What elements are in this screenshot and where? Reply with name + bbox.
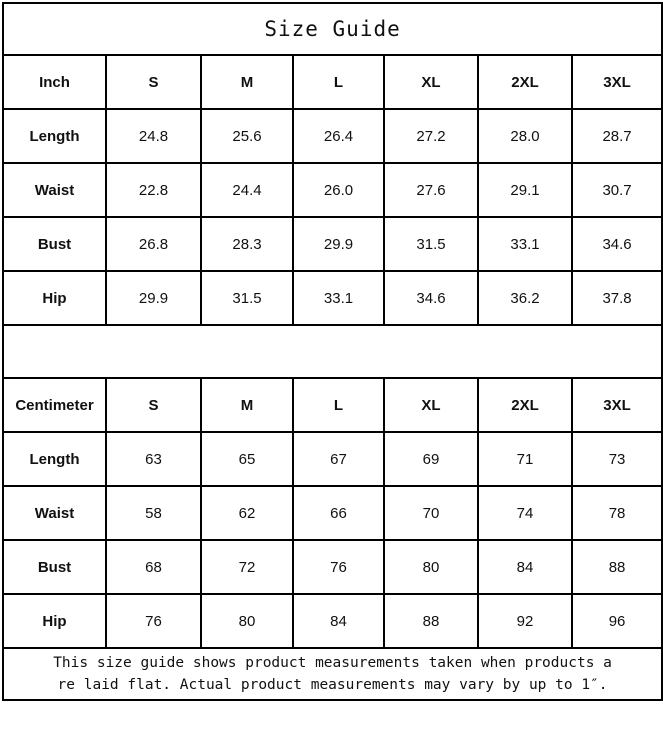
size-col-header-xl: XL [384,378,478,432]
measure-value: 30.7 [572,163,662,217]
measure-value: 71 [478,432,572,486]
measure-value: 33.1 [293,271,384,325]
measure-value: 76 [106,594,201,648]
table-row [3,594,662,648]
measure-value: 80 [384,540,478,594]
measure-value: 22.8 [106,163,201,217]
title-row [3,3,662,55]
measure-value: 36.2 [478,271,572,325]
size-col-header-m: M [201,55,293,109]
measure-value: 66 [293,486,384,540]
measure-label-hip-inch: Hip [3,271,106,325]
measure-value: 58 [106,486,201,540]
size-col-header-xl: XL [384,55,478,109]
size-col-header-l: L [293,55,384,109]
measure-label-length-inch: Length [3,109,106,163]
measure-value: 28.7 [572,109,662,163]
measure-value: 96 [572,594,662,648]
measure-label-bust-cm: Bust [3,540,106,594]
measure-value: 72 [201,540,293,594]
measure-value: 34.6 [572,217,662,271]
measure-value: 29.1 [478,163,572,217]
table-row [3,109,662,163]
table-row [3,163,662,217]
size-col-header-3xl: 3XL [572,378,662,432]
measure-value: 67 [293,432,384,486]
footer-row [3,648,662,700]
measure-value: 69 [384,432,478,486]
measure-value: 33.1 [478,217,572,271]
inch-unit-header: Inch [3,55,106,109]
measure-value: 78 [572,486,662,540]
table-row [3,432,662,486]
size-col-header-m: M [201,378,293,432]
measure-value: 24.4 [201,163,293,217]
measure-label-waist-cm: Waist [3,486,106,540]
size-col-header-2xl: 2XL [478,55,572,109]
measure-value: 92 [478,594,572,648]
table-row [3,540,662,594]
measure-value: 24.8 [106,109,201,163]
measure-value: 27.2 [384,109,478,163]
size-col-header-s: S [106,55,201,109]
table-row [3,217,662,271]
measure-value: 73 [572,432,662,486]
measure-label-waist-inch: Waist [3,163,106,217]
measure-value: 68 [106,540,201,594]
spacer-cell [3,325,662,378]
measure-value: 37.8 [572,271,662,325]
measure-value: 88 [572,540,662,594]
measure-label-hip-cm: Hip [3,594,106,648]
footer-note-line2: re laid flat. Actual product measurements may vary by up to 1″. [57,677,608,693]
page-title: Size Guide [3,3,662,55]
cm-header-row [3,378,662,432]
measure-value: 63 [106,432,201,486]
table-row [3,486,662,540]
measure-value: 26.8 [106,217,201,271]
table-row [3,271,662,325]
measure-value: 31.5 [384,217,478,271]
size-col-header-l: L [293,378,384,432]
measure-value: 80 [201,594,293,648]
measure-label-bust-inch: Bust [3,217,106,271]
cm-unit-header: Centimeter [3,378,106,432]
footer-note-line1: This size guide shows product measurements taken when products a [53,654,612,671]
size-col-header-2xl: 2XL [478,378,572,432]
footer-note [3,648,662,700]
measure-value: 34.6 [384,271,478,325]
measure-value: 27.6 [384,163,478,217]
measure-value: 65 [201,432,293,486]
measure-value: 84 [478,540,572,594]
measure-value: 31.5 [201,271,293,325]
measure-value: 26.4 [293,109,384,163]
size-col-header-s: S [106,378,201,432]
measure-value: 29.9 [106,271,201,325]
measure-label-length-cm: Length [3,432,106,486]
size-guide-table [2,2,663,701]
measure-value: 26.0 [293,163,384,217]
inch-header-row [3,55,662,109]
spacer-row [3,325,662,378]
measure-value: 88 [384,594,478,648]
measure-value: 70 [384,486,478,540]
measure-value: 28.0 [478,109,572,163]
measure-value: 84 [293,594,384,648]
size-col-header-3xl: 3XL [572,55,662,109]
measure-value: 25.6 [201,109,293,163]
measure-value: 76 [293,540,384,594]
measure-value: 28.3 [201,217,293,271]
measure-value: 29.9 [293,217,384,271]
measure-value: 74 [478,486,572,540]
measure-value: 62 [201,486,293,540]
